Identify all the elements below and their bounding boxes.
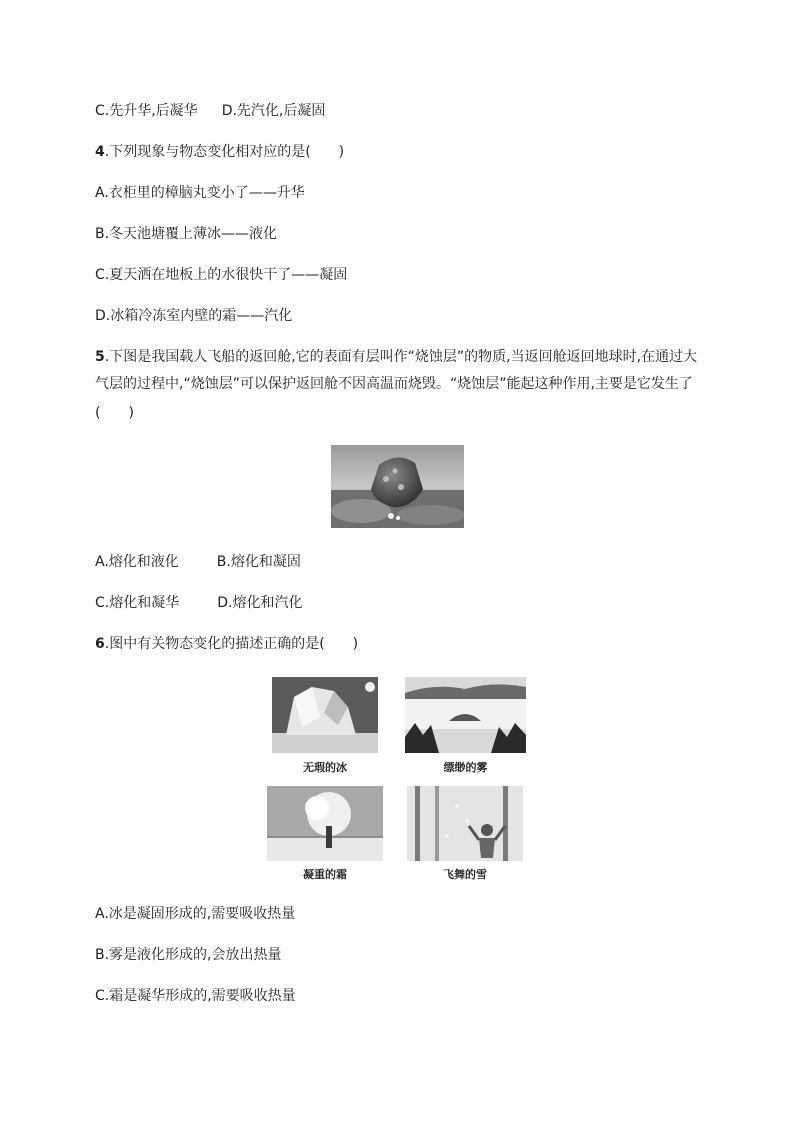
q5-stem-line2: 气层的过程中,“烧蚀层”可以保护返回舱不因高温而烧毁。“烧蚀层”能起这种作用,主要是它发生了 bbox=[95, 376, 693, 392]
q3-options bbox=[95, 102, 325, 120]
q5-option-d: D.熔化和汽化 bbox=[217, 595, 303, 611]
q4-stem-text: .下列现象与物态变化相对应的是( ) bbox=[104, 144, 345, 160]
return-capsule-photo bbox=[331, 445, 464, 528]
frost-photo bbox=[267, 786, 383, 861]
fog-photo bbox=[405, 677, 526, 753]
q5-options-row1 bbox=[95, 553, 301, 571]
q5-stem-line1 bbox=[95, 348, 697, 366]
q6-option-c: C.霜是凝华形成的,需要吸收热量 bbox=[95, 988, 296, 1004]
q4-option-a: A.衣柜里的樟脑丸变小了——升华 bbox=[95, 185, 305, 201]
snow-caption: 飞舞的雪 bbox=[443, 868, 487, 881]
q5-stem-line3: ( ) bbox=[95, 405, 134, 421]
q5-option-c: C.熔化和凝华 bbox=[95, 595, 180, 611]
q4-number: 4 bbox=[95, 144, 105, 160]
q5-number: 5 bbox=[95, 349, 105, 365]
q3-option-c: C.先升华,后凝华 bbox=[95, 103, 198, 119]
frost-caption: 凝重的霜 bbox=[303, 868, 347, 881]
q4-option-c: C.夏天洒在地板上的水很快干了——凝固 bbox=[95, 267, 348, 283]
q5-stem-text-1: .下图是我国载人飞船的返回舱,它的表面有层叫作“烧蚀层”的物质,当返回舱返回地球时,在通过大 bbox=[104, 349, 698, 365]
q5-options-row2 bbox=[95, 594, 302, 612]
q6-number: 6 bbox=[95, 636, 105, 652]
q4-option-d: D.冰箱冷冻室内壁的霜——汽化 bbox=[95, 308, 293, 324]
q4-option-b: B.冬天池塘覆上薄冰——液化 bbox=[95, 226, 278, 242]
q4-stem bbox=[95, 143, 344, 161]
q6-option-b: B.雾是液化形成的,会放出热量 bbox=[95, 947, 282, 963]
q3-option-d: D.先汽化,后凝固 bbox=[221, 103, 326, 119]
q6-option-a: A.冰是凝固形成的,需要吸收热量 bbox=[95, 906, 296, 922]
q6-stem bbox=[95, 635, 358, 653]
q6-stem-text: .图中有关物态变化的描述正确的是( ) bbox=[104, 636, 359, 652]
q5-option-a: A.熔化和液化 bbox=[95, 554, 179, 570]
ice-caption: 无瑕的冰 bbox=[303, 761, 347, 774]
q5-option-b: B.熔化和凝固 bbox=[216, 554, 301, 570]
ice-photo bbox=[272, 677, 378, 753]
snow-photo bbox=[407, 786, 523, 861]
fog-caption: 缥缈的雾 bbox=[443, 761, 488, 774]
